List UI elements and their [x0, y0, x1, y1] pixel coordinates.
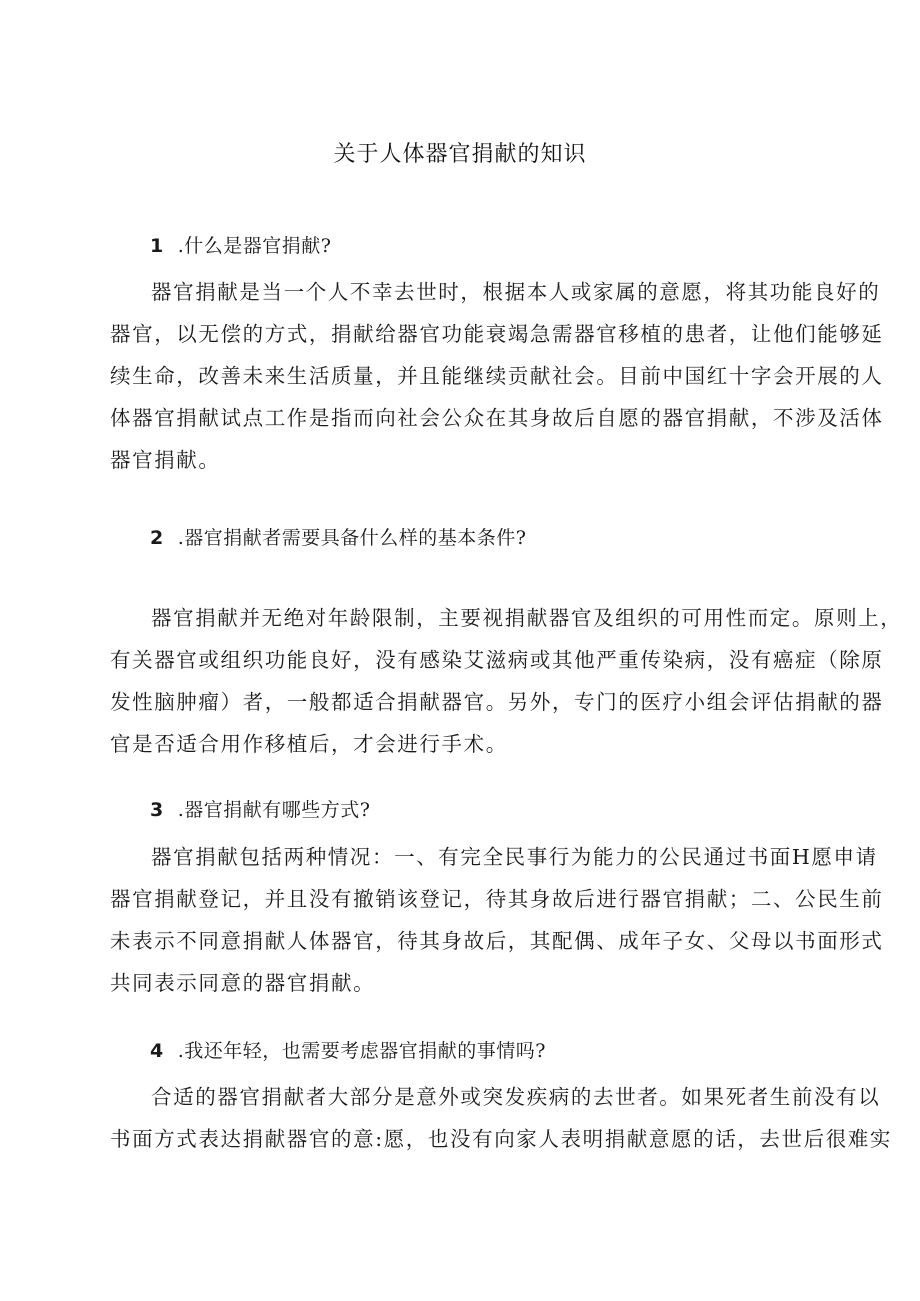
- section-2-question: .器官捐献者需要具备什么样的基本条件?: [177, 527, 527, 549]
- section-2-answer: [110, 597, 903, 765]
- section-2-number: 2: [150, 527, 164, 549]
- section-4-line: 书面方式表达捐献器官的意:愿，也没有向家人表明捐献意愿的话，去世后很难实: [110, 1127, 893, 1151]
- section-1-number: 1: [150, 235, 164, 257]
- section-4-heading: [150, 1036, 830, 1066]
- section-1-line: 器官捐献是当一个人不幸去世时，根据本人或家属的意愿，将其功能良好的: [151, 280, 881, 304]
- section-1-line: 器官捐献。: [110, 448, 221, 472]
- document-title: 关于人体器官捐献的知识: [333, 142, 587, 167]
- section-4-line: 合适的器官捐献者大部分是意外或突发疾病的去世者。如果死者生前没有以: [151, 1085, 881, 1109]
- section-2-line: 有关器官或组织功能良好，没有感染艾滋病或其他严重传染病，没有癌症（除原: [110, 648, 884, 672]
- section-3-line: 未表示不同意捐献人体器官，待其身故后，其配偶、成年子女、父母以书面形式: [110, 929, 884, 953]
- section-3-answer: [110, 836, 884, 1004]
- section-2-heading: [150, 523, 830, 553]
- section-1-answer: [110, 271, 884, 481]
- section-2-line: 官是否适合用作移植后，才会进行手术。: [110, 732, 508, 756]
- section-1-heading: [150, 231, 830, 261]
- section-3-question: .器官捐献有哪些方式?: [177, 799, 371, 821]
- section-3-heading: [150, 795, 830, 825]
- section-2-line: 器官捐献并无绝对年龄限制，主要视捐献器官及组织的可用性而定。原则上，: [151, 606, 903, 630]
- section-3-number: 3: [150, 799, 164, 821]
- section-4-number: 4: [150, 1040, 164, 1062]
- section-4-answer: [110, 1076, 893, 1160]
- section-3-line: 器官捐献登记，并且没有撤销该登记，待其身故后进行器官捐献；二、公民生前: [110, 887, 884, 911]
- section-3-line: 器官捐献包括两种情况：一、有完全民事行为能力的公民通过书面H愿申请: [151, 845, 878, 869]
- section-4-question: .我还年轻，也需要考虑器官捐献的事情吗?: [177, 1040, 546, 1062]
- section-3-line: 共同表示同意的器官捐献。: [110, 971, 376, 995]
- section-1-question: .什么是器官捐献?: [177, 235, 332, 257]
- section-1-line: 体器官捐献试点工作是指而向社会公众在其身故后自愿的器官捐献，不涉及活体: [110, 406, 884, 430]
- section-2-line: 发性脑肿瘤）者，一般都适合捐献器官。另外，专门的医疗小组会评估捐献的器: [110, 690, 884, 714]
- section-1-line: 器官，以无偿的方式，捐献给器官功能衰竭急需器官移植的患者，让他们能够延: [110, 322, 884, 346]
- section-1-line: 续生命，改善未来生活质量，并且能继续贡献社会。目前中国红十字会开展的人: [110, 364, 884, 388]
